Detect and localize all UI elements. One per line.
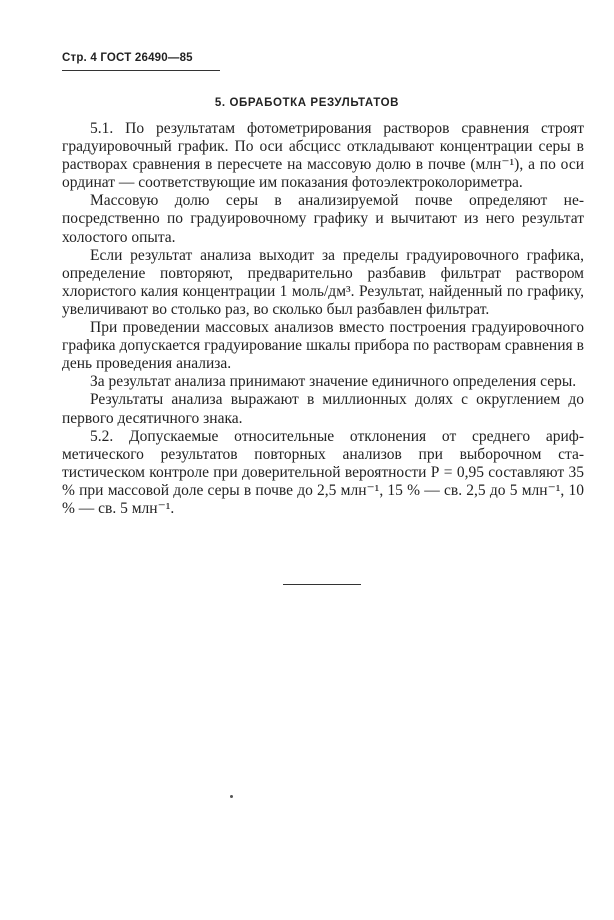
paragraph-result: За результат анализа принимают значение единичного определения серы.	[90, 373, 577, 391]
section-title: 5. ОБРАБОТКА РЕЗУЛЬТАТОВ	[214, 97, 400, 109]
paragraph-5-1: 5.1. По результатам фотометрирования растворов сравнения строят градуировочный график. По оси абсцисс откладывают концентрации серы в растворах сравнения в пересчете на массовую долю в почве (млн⁻¹), а по оси ординат — соответствующие им показания фотоэлектроколориметра.	[62, 120, 584, 192]
scan-speck	[230, 795, 233, 798]
header-underline	[62, 70, 220, 71]
section-body	[62, 120, 584, 518]
paragraph-mass-analysis: При проведении массовых анализов вместо построения градуировочного графика допускается градуирование шкалы прибора по растворам сравнения в день проведения анализа.	[62, 319, 584, 373]
paragraph-rounding: Результаты анализа выражают в миллионных долях с округлением до первого десятичного знака.	[62, 391, 584, 427]
paragraph-calculation: Массовую долю серы в анализируемой почве определяют непосредственно по градуировочному графику и вычитают из него результат холостого опыта.	[62, 192, 584, 246]
page-header: Стр. 4 ГОСТ 26490—85	[62, 52, 193, 64]
paragraph-dilution: Если результат анализа выходит за пределы градуировочного графика, определение повторяют, предварительно разбавив фильтрат раствором хлористого калия концентрации 1 моль/дм³. Результат, найденный по графику, увеличивают во столько раз, во сколько был разбавлен фильтрат.	[62, 246, 584, 318]
paragraph-5-2: 5.2. Допускаемые относительные отклонения от среднего арифметического результатов повторных анализов при выборочном статистическом контроле при доверительной вероятности Р = 0,95 составляют 35 % при массовой доле серы в почве до 2,5 млн⁻¹, 15 % — св. 2,5 до 5 млн⁻¹, 10 % — св. 5 млн⁻¹.	[62, 427, 584, 517]
end-of-section-rule	[283, 584, 361, 585]
